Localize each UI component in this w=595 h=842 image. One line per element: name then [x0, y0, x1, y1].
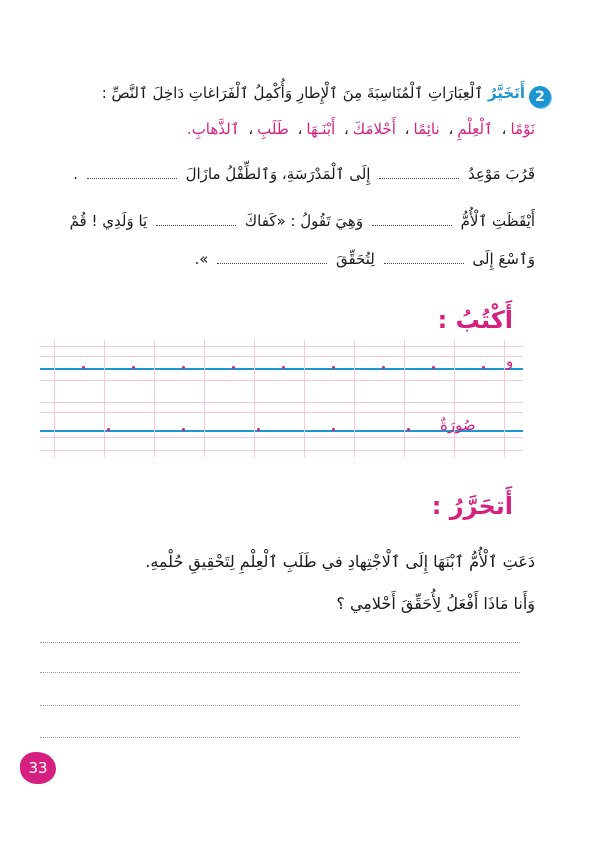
- word-bank-item: أَبْنَـهَا: [306, 120, 336, 138]
- answer-line[interactable]: [40, 737, 520, 738]
- fill-text: ».: [194, 250, 209, 268]
- blank-field[interactable]: [372, 224, 452, 226]
- model-letter: و: [506, 352, 514, 370]
- fill-text: يَا وَلَدِي ! قُمْ: [69, 212, 148, 230]
- write-heading: أَكْتُبُ :: [437, 306, 513, 334]
- word-bank: نَوْمًا، ٱلْعِلْمِ، نائِمًا، أَحْلامَكَ، أَبْنَـهَا، طَلَبِ، ٱلذَّهابِ.: [186, 120, 535, 138]
- word-bank-item: نَوْمًا: [510, 120, 535, 138]
- blank-field[interactable]: [87, 177, 177, 179]
- guide-dot: [107, 428, 110, 431]
- blank-field[interactable]: [379, 177, 459, 179]
- fill-text: وَهِيَ تَقُولُ : «كَفاكَ: [244, 212, 364, 230]
- guide-dot: [432, 366, 435, 369]
- word-bank-item: أَحْلامَكَ: [352, 120, 396, 138]
- guide-dot: [332, 366, 335, 369]
- free-writing-sentence-1: دَعَتِ ٱلْأُمُّ ٱبْنَهَا إِلَى ٱلْاجْتِهادِ في طَلَبِ ٱلْعِلْمِ لِتَحْقِيقِ حُلْمِهِ.: [145, 552, 535, 571]
- fill-line-1: [73, 165, 535, 183]
- word-bank-item: طَلَبِ: [257, 120, 289, 138]
- exercise-number-badge: 2: [529, 86, 551, 108]
- answer-line[interactable]: [40, 642, 520, 643]
- guide-dot: [182, 366, 185, 369]
- fill-text: وَٱسْعَ إِلَى: [472, 250, 535, 268]
- blank-field[interactable]: [217, 262, 327, 264]
- guide-dot: [482, 366, 485, 369]
- fill-text: قَرُبَ مَوْعِدُ: [468, 165, 535, 183]
- fill-text: إِلَى ٱلْمَدْرَسَةِ، وَٱلطِّفْلُ مازَالَ: [185, 165, 371, 183]
- model-word: صُورَةٌ: [440, 416, 476, 434]
- fill-line-3: [194, 250, 535, 268]
- fill-text: .: [73, 165, 78, 183]
- blank-field[interactable]: [384, 262, 464, 264]
- word-bank-item: ٱلذَّهابِ.: [186, 120, 240, 138]
- free-writing-sentence-2: وَأَنا مَاذَا أَفْعَلُ لِأُحَقِّقَ أَحْلامِي ؟: [336, 594, 535, 613]
- word-bank-item: ٱلْعِلْمِ: [457, 120, 493, 138]
- handwriting-grid[interactable]: [40, 340, 523, 457]
- guide-dot: [257, 428, 260, 431]
- guide-dot: [382, 366, 385, 369]
- guide-dot: [332, 428, 335, 431]
- page-number-badge: 33: [20, 752, 56, 784]
- free-writing-heading: أَتحَرَّرُ :: [431, 492, 513, 520]
- fill-line-2: [70, 212, 535, 230]
- fill-text: أَيْقَظَتِ ٱلْأُمُّ: [460, 212, 535, 230]
- instruction-text: ٱلْعِبَارَاتِ ٱلْمُنَاسِبَةَ مِنَ ٱلْإِطارِ وَأُكْمِلُ ٱلْفَرَاغاتِ دَاخِلَ ٱلنَّصِّ :: [101, 84, 488, 102]
- guide-dot: [82, 366, 85, 369]
- answer-line[interactable]: [40, 705, 520, 706]
- fill-text: لِتُحَقِّقَ: [335, 250, 375, 268]
- guide-dot: [182, 428, 185, 431]
- word-bank-item: نائِمًا: [413, 120, 440, 138]
- exercise-instruction: [45, 84, 525, 102]
- guide-dot: [407, 428, 410, 431]
- answer-line[interactable]: [40, 672, 520, 673]
- instruction-verb: أَتَخَيَّرُ: [487, 84, 525, 102]
- blank-field[interactable]: [156, 224, 236, 226]
- guide-dot: [232, 366, 235, 369]
- guide-dot: [132, 366, 135, 369]
- guide-dot: [282, 366, 285, 369]
